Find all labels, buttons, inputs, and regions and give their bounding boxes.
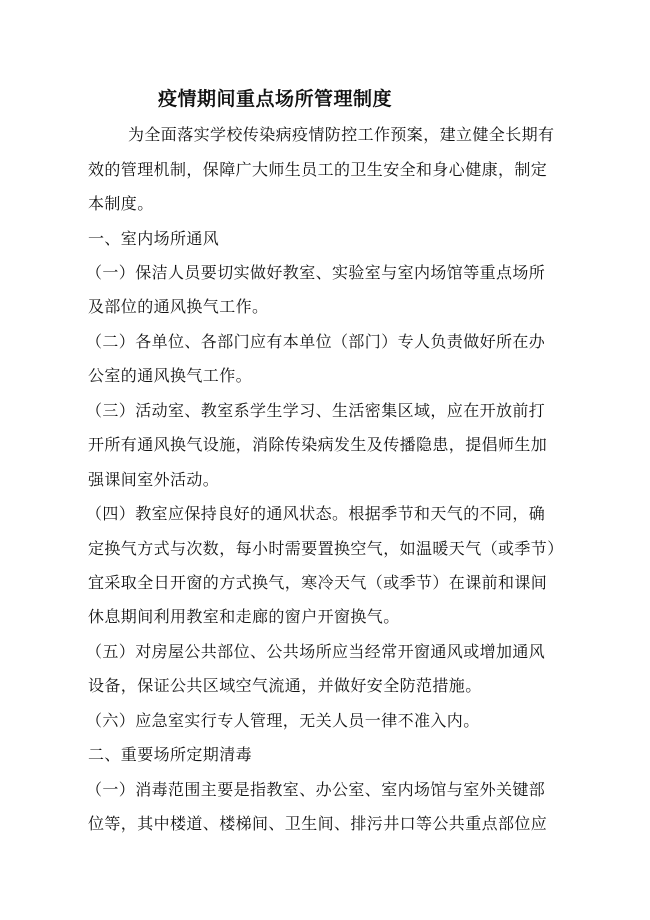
- item-1-6-line-1: （六）应急室实行专人管理，无关人员一律不准入内。: [86, 711, 480, 730]
- intro-line-1: 为全面落实学校传染病疫情防控工作预案，建立健全长期有: [128, 125, 555, 144]
- section-heading-2: 二、重要场所定期清毒: [88, 745, 253, 764]
- item-1-3-line-2: 开所有通风换气设施，消除传染病发生及传播隐患，提倡师生加: [88, 435, 548, 454]
- item-1-1-line-1: （一）保洁人员要切实做好教室、实验室与室内场馆等重点场所: [86, 263, 546, 282]
- intro-line-2: 效的管理机制，保障广大师生员工的卫生安全和身心健康，制定: [88, 160, 548, 179]
- item-1-4-line-2: 定换气方式与次数，每小时需要置换空气，如温暖天气（或季节）: [88, 539, 564, 558]
- item-1-4-line-4: 休息期间利用教室和走廊的窗户开窗换气。: [88, 607, 400, 626]
- item-2-1-line-2: 位等，其中楼道、楼梯间、卫生间、排污井口等公共重点部位应: [88, 814, 548, 833]
- item-1-4-line-3: 宜采取全日开窗的方式换气，寒冷天气（或季节）在课前和课间: [88, 573, 548, 592]
- intro-line-3: 本制度。: [88, 194, 154, 213]
- item-1-3-line-3: 强课间室外活动。: [88, 470, 220, 489]
- document-title: 疫情期间重点场所管理制度: [158, 88, 393, 110]
- item-1-2-line-1: （二）各单位、各部门应有本单位（部门）专人负责做好所在办: [86, 332, 546, 351]
- item-1-1-line-2: 及部位的通风换气工作。: [88, 297, 269, 316]
- item-1-4-line-1: （四）教室应保持良好的通风状态。根据季节和天气的不同，确: [86, 504, 546, 523]
- item-2-1-line-1: （一）消毒范围主要是指教室、办公室、室内场馆与室外关键部: [86, 780, 546, 799]
- item-1-2-line-2: 公室的通风换气工作。: [88, 366, 253, 385]
- section-heading-1: 一、室内场所通风: [88, 229, 220, 248]
- item-1-5-line-1: （五）对房屋公共部位、公共场所应当经常开窗通风或增加通风: [86, 642, 546, 661]
- item-1-5-line-2: 设备，保证公共区域空气流通，并做好安全防范措施。: [88, 676, 482, 695]
- item-1-3-line-1: （三）活动室、教室系学生学习、生活密集区域，应在开放前打: [86, 401, 546, 420]
